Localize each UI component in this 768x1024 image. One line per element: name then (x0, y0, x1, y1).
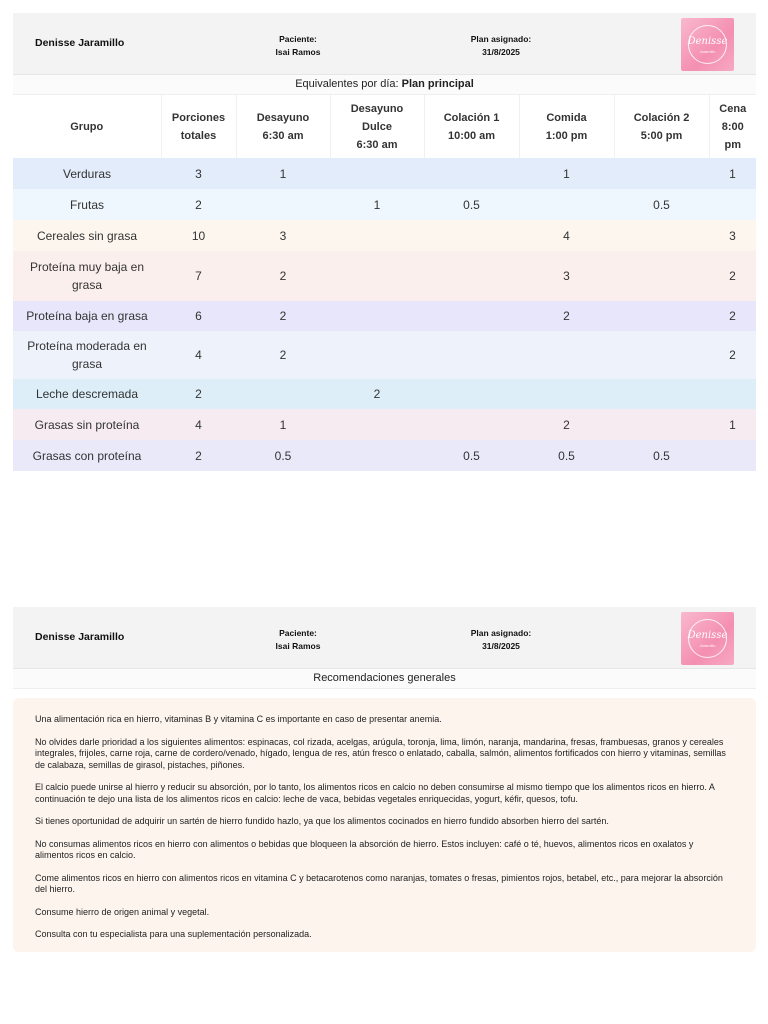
recommendations-title: Recomendaciones generales (13, 669, 756, 689)
column-header-line: 1:00 pm (545, 129, 588, 142)
page-header (13, 607, 756, 669)
portion-cell: 2 (330, 379, 424, 409)
table-row (13, 379, 756, 409)
portion-cell: 2 (161, 379, 236, 409)
recommendation-paragraph: Consume hierro de origen animal y vegetal. (35, 906, 210, 917)
portion-cell: 6 (161, 301, 236, 331)
portion-cell: 2 (709, 251, 756, 301)
portion-cell: 7 (161, 251, 236, 301)
column-header-line: 5:00 pm (640, 129, 683, 142)
portion-cell (330, 251, 424, 301)
portion-cell: 1 (709, 158, 756, 189)
column-header-line: Dulce (362, 120, 392, 133)
portion-cell: 0.5 (424, 189, 519, 220)
portion-cell: 2 (709, 301, 756, 331)
table-row (13, 220, 756, 251)
plan-date: 31/8/2025 (482, 47, 520, 57)
recommendations-page (13, 607, 756, 952)
portion-cell: 0.5 (519, 440, 614, 471)
patient-name: Isai Ramos (275, 641, 321, 651)
food-group-cell: Frutas (13, 189, 161, 220)
column-header (236, 95, 330, 158)
portion-cell (709, 189, 756, 220)
column-header (13, 95, 161, 158)
plan-info (441, 33, 561, 59)
brand-logo (681, 612, 734, 665)
portion-cell (709, 379, 756, 409)
food-group-cell: Proteína moderada en grasa (13, 331, 161, 379)
portion-cell: 1 (519, 158, 614, 189)
food-group-cell: Proteína muy baja en grasa (13, 251, 161, 301)
portion-cell: 0.5 (236, 440, 330, 471)
table-row (13, 409, 756, 440)
nutritionist-name: Denisse Jaramillo (35, 631, 125, 643)
portion-cell: 2 (709, 331, 756, 379)
plan-info (441, 627, 561, 653)
portion-cell (519, 189, 614, 220)
food-group-cell: Cereales sin grasa (13, 220, 161, 251)
portion-cell (614, 409, 709, 440)
column-header-line: Comida (546, 111, 587, 124)
brand-logo (681, 18, 734, 71)
recommendation-paragraph: No consumas alimentos ricos en hierro con alimentos o bebidas que bloqueen la absorción de hierro. Estos incluyen: café o té, huevos, alimentos ricos en oxalatos y alimentos ricos en calcio. (35, 838, 694, 860)
portion-cell (424, 409, 519, 440)
column-header-line: 6:30 am (356, 138, 398, 151)
column-header-line: Cena (719, 102, 747, 115)
portion-cell: 2 (236, 331, 330, 379)
patient-label: Paciente: (279, 34, 317, 44)
portion-cell: 3 (161, 158, 236, 189)
portion-cell: 2 (519, 301, 614, 331)
portion-cell (614, 301, 709, 331)
column-header-line: Grupo (70, 120, 104, 133)
portion-cell: 3 (236, 220, 330, 251)
logo-text: Denisse (687, 630, 728, 641)
portion-cell: 0.5 (614, 189, 709, 220)
portion-cell (614, 331, 709, 379)
portion-cell (424, 331, 519, 379)
table-subtitle (13, 75, 756, 95)
food-group-cell: Leche descremada (13, 379, 161, 409)
portion-cell: 1 (236, 158, 330, 189)
portion-cell (424, 301, 519, 331)
portion-cell: 2 (161, 189, 236, 220)
patient-info (238, 33, 358, 59)
equivalents-table (13, 95, 756, 471)
table-header-row (13, 95, 756, 158)
portion-cell: 4 (161, 331, 236, 379)
column-header-line: totales (180, 129, 217, 142)
patient-name: Isai Ramos (275, 47, 321, 57)
food-group-cell: Verduras (13, 158, 161, 189)
portion-cell: 1 (709, 409, 756, 440)
portion-cell: 2 (161, 440, 236, 471)
plan-label: Plan asignado: (470, 34, 532, 44)
portion-cell (614, 158, 709, 189)
page-header (13, 13, 756, 75)
portion-cell (519, 331, 614, 379)
column-header (330, 95, 424, 158)
portion-cell (519, 379, 614, 409)
table-row (13, 158, 756, 189)
portion-cell (614, 379, 709, 409)
column-header-line: Desayuno (350, 102, 404, 115)
column-header-line: pm (724, 138, 741, 151)
plan-label: Plan asignado: (470, 628, 532, 638)
column-header-line: Colación 2 (633, 111, 690, 124)
food-group-cell: Grasas con proteína (13, 440, 161, 471)
subtitle-plan: Plan principal (401, 78, 474, 90)
portion-cell (614, 220, 709, 251)
table-row (13, 331, 756, 379)
column-header-line: 10:00 am (447, 129, 496, 142)
portion-cell: 4 (519, 220, 614, 251)
portion-cell (236, 379, 330, 409)
portion-cell (236, 189, 330, 220)
column-header-line: 8:00 (721, 120, 744, 133)
portion-cell (709, 440, 756, 471)
portion-cell (330, 440, 424, 471)
table-row (13, 440, 756, 471)
recommendation-paragraph: Come alimentos ricos en hierro con alimentos ricos en vitamina C y betacarotenos como naranjas, tomates o fresas, pimientos rojos, betabel, etc., para mejorar la absorción del hierro. (35, 872, 723, 894)
portion-cell: 3 (519, 251, 614, 301)
table-row (13, 251, 756, 301)
portion-cell: 4 (161, 409, 236, 440)
column-header-line: Porciones (171, 111, 226, 124)
table-body (13, 158, 756, 471)
equivalents-page (13, 13, 756, 471)
portion-cell: 0.5 (424, 440, 519, 471)
portion-cell (424, 379, 519, 409)
recommendation-paragraph: El calcio puede unirse al hierro y reducir su absorción, por lo tanto, los alimentos ricos en calcio no deben consumirse al mismo tiempo que los alimentos ricos en hierro. A continuación te dejo una lista de los alimentos ricos en calcio: leche de vaca, bebidas vegetales enriquecidas, yogurt, kéfir, quesos, tofu. (35, 782, 715, 804)
nutritionist-name: Denisse Jaramillo (35, 37, 125, 49)
patient-info (238, 627, 358, 653)
column-header-line: Colación 1 (443, 111, 500, 124)
recommendation-paragraph: Una alimentación rica en hierro, vitaminas B y vitamina C es importante en caso de presentar anemia. (35, 714, 442, 724)
portion-cell (424, 220, 519, 251)
portion-cell (330, 158, 424, 189)
plan-date: 31/8/2025 (482, 641, 520, 651)
portion-cell: 2 (236, 301, 330, 331)
food-group-cell: Proteína baja en grasa (13, 301, 161, 331)
portion-cell: 1 (236, 409, 330, 440)
portion-cell (614, 251, 709, 301)
portion-cell: 0.5 (614, 440, 709, 471)
recommendation-paragraph: No olvides darle prioridad a los siguientes alimentos: espinacas, col rizada, acelgas, arúgula, toronja, lima, limón, naranja, mandarina, fresas, frambuesas, granos y cereales integrales, frijoles, carne roja, carne de cordero/venado, hígado, lengua de res, atún fresco o enlatado, caballa, salmón, alimentos fortificados con hierro y vitaminas, semillas de calabaza, semillas de girasol, pistaches, piñones. (35, 736, 726, 770)
logo-subtext: Jaramillo (699, 49, 716, 54)
column-header-line: 6:30 am (262, 129, 304, 142)
food-group-cell: Grasas sin proteína (13, 409, 161, 440)
portion-cell: 10 (161, 220, 236, 251)
column-header (709, 95, 756, 158)
logo-subtext: Jaramillo (699, 643, 716, 648)
subtitle-prefix: Equivalentes por día: (295, 78, 399, 90)
column-header (519, 95, 614, 158)
recommendations-box (13, 698, 756, 952)
column-header-line: Desayuno (256, 111, 310, 124)
portion-cell (424, 158, 519, 189)
portion-cell (424, 251, 519, 301)
recommendation-paragraph: Si tienes oportunidad de adquirir un sartén de hierro fundido hazlo, ya que los alimentos cocinados en hierro fundido absorben hierro del sartén. (35, 816, 609, 826)
recommendation-paragraph: Consulta con tu especialista para una suplementación personalizada. (35, 929, 312, 939)
table-row (13, 301, 756, 331)
portion-cell (330, 220, 424, 251)
portion-cell (330, 409, 424, 440)
portion-cell: 2 (519, 409, 614, 440)
table-row (13, 189, 756, 220)
portion-cell: 3 (709, 220, 756, 251)
patient-label: Paciente: (279, 628, 317, 638)
logo-text: Denisse (687, 36, 728, 47)
portion-cell (330, 331, 424, 379)
column-header (424, 95, 519, 158)
column-header (161, 95, 236, 158)
column-header (614, 95, 709, 158)
portion-cell (330, 301, 424, 331)
portion-cell: 2 (236, 251, 330, 301)
portion-cell: 1 (330, 189, 424, 220)
